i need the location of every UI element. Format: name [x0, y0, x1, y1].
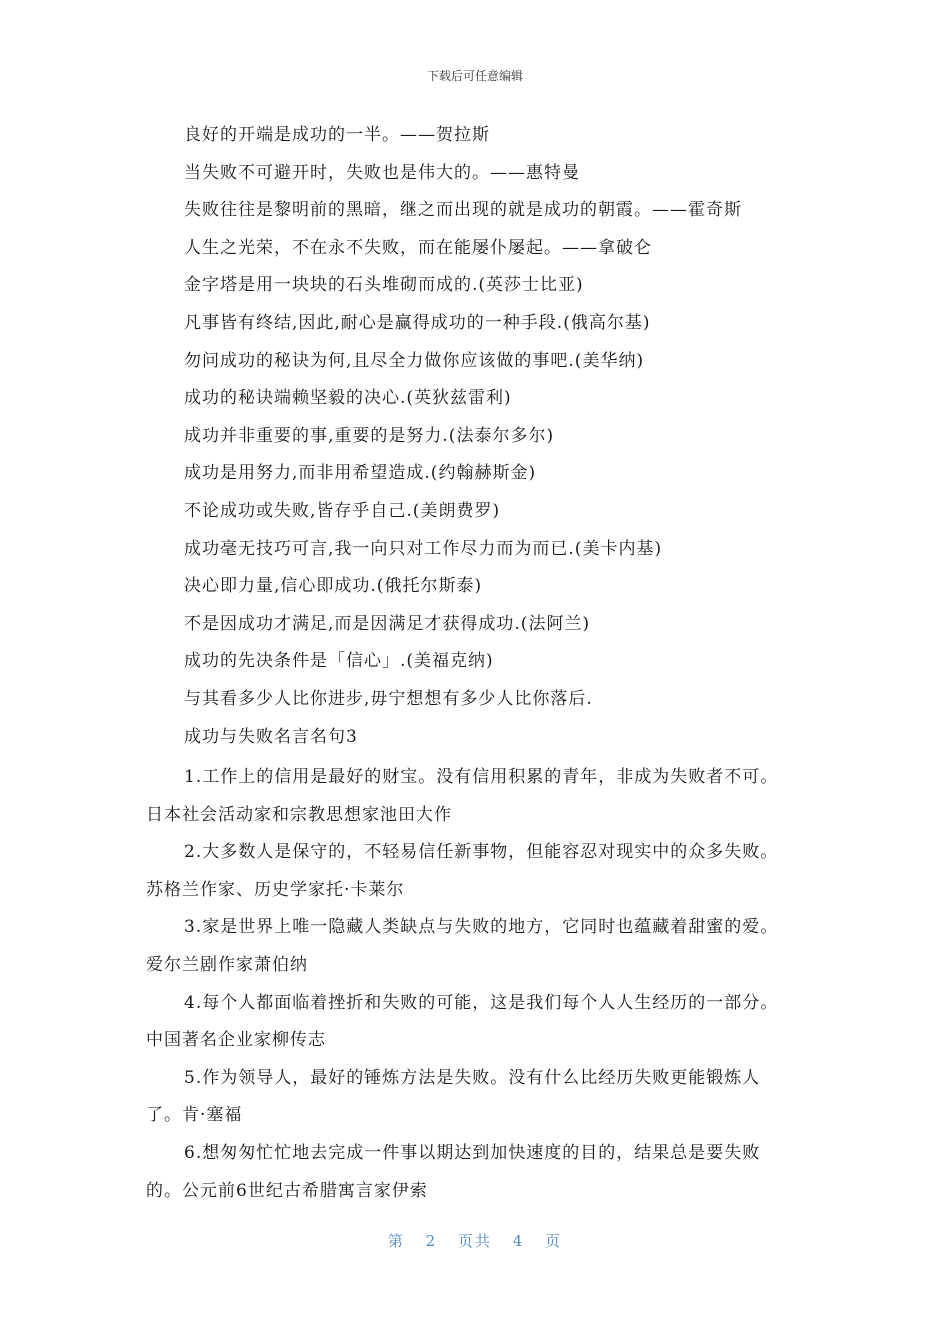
numbered-item [146, 759, 816, 834]
numbered-item-attribution: 的。公元前6世纪古希腊寓言家伊索 [146, 1180, 428, 1201]
quote-line: 当失败不可避开时，失败也是伟大的。——惠特曼 [184, 162, 580, 183]
numbered-item-text: 2.大多数人是保守的，不轻易信任新事物，但能容忍对现实中的众多失败。 [184, 842, 779, 863]
numbered-item-text: 5.作为领导人，最好的锤炼方法是失败。没有什么比经历失败更能锻炼人 [184, 1067, 761, 1088]
quote-line: 与其看多少人比你进步,毋宁想想有多少人比你落后. [184, 688, 593, 709]
page-header: 下载后可任意编辑 [426, 69, 523, 83]
quote-line: 成功毫无技巧可言,我一向只对工作尽力而为而已.(美卡内基) [184, 538, 663, 559]
numbered-item [146, 985, 816, 1060]
page-footer: 第 2 页共 4 页 [387, 1232, 563, 1250]
quote-line: 成功的秘诀端赖坚毅的决心.(英狄兹雷利) [184, 388, 512, 409]
quote-line: 成功并非重要的事,重要的是努力.(法泰尔多尔) [184, 425, 555, 446]
quote-line: 金字塔是用一块块的石头堆砌而成的.(英莎士比亚) [184, 275, 584, 296]
quote-line: 成功是用努力,而非用希望造成.(约翰赫斯金) [184, 463, 537, 484]
numbered-item-text: 1.工作上的信用是最好的财宝。没有信用积累的青年，非成为失败者不可。 [184, 767, 779, 788]
numbered-item-text: 6.想匆匆忙忙地去完成一件事以期达到加快速度的目的，结果总是要失败 [184, 1143, 761, 1164]
quote-line: 勿问成功的秘诀为何,且尽全力做你应该做的事吧.(美华纳) [184, 350, 645, 371]
quote-line: 失败往往是黎明前的黑暗，继之而出现的就是成功的朝霞。——霍奇斯 [184, 200, 742, 221]
numbered-item-attribution: 日本社会活动家和宗教思想家池田大作 [146, 804, 452, 825]
numbered-item-text: 4.每个人都面临着挫折和失败的可能，这是我们每个人人生经历的一部分。 [184, 992, 779, 1013]
quote-line: 良好的开端是成功的一半。——贺拉斯 [184, 125, 490, 145]
quote-line: 人生之光荣，不在永不失败，而在能屡仆屡起。——拿破仑 [184, 237, 652, 258]
quote-line: 不是因成功才满足,而是因满足才获得成功.(法阿兰) [184, 613, 591, 634]
numbered-item [146, 1060, 816, 1135]
numbered-item [146, 834, 816, 909]
quote-line: 决心即力量,信心即成功.(俄托尔斯泰) [184, 576, 483, 597]
section-heading: 成功与失败名言名句3 [184, 726, 358, 747]
numbered-item-attribution: 中国著名企业家柳传志 [146, 1030, 326, 1051]
quote-line: 成功的先决条件是「信心」.(美福克纳) [184, 651, 494, 672]
quote-line: 凡事皆有终结,因此,耐心是赢得成功的一种手段.(俄高尔基) [184, 312, 651, 333]
document-body [146, 120, 816, 1210]
quote-line: 不论成功或失败,皆存乎自己.(美朗费罗) [184, 500, 501, 521]
numbered-item-attribution: 爱尔兰剧作家萧伯纳 [146, 955, 308, 976]
numbered-item [146, 909, 816, 984]
numbered-item-attribution: 苏格兰作家、历史学家托·卡莱尔 [146, 879, 405, 900]
numbered-item-text: 3.家是世界上唯一隐藏人类缺点与失败的地方，它同时也蕴藏着甜蜜的爱。 [184, 917, 779, 938]
numbered-item [146, 1135, 816, 1210]
numbered-item-attribution: 了。肯·塞福 [146, 1105, 243, 1126]
